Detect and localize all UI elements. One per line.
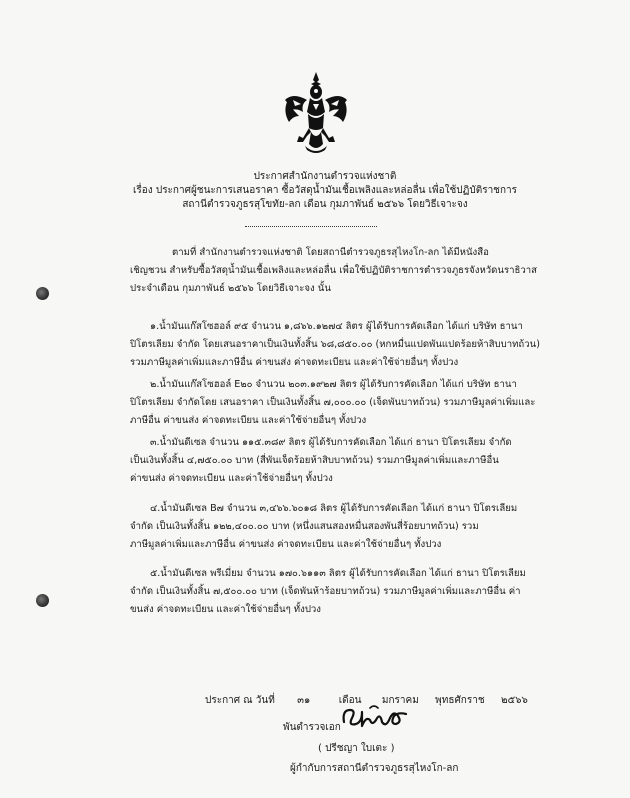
handwritten-signature (340, 702, 410, 732)
award-line: ๓.น้ำมันดีเซล จำนวน ๑๑๕.๓๘๙ ลิตร ผู้ได้รับการคัดเลือก ได้แก่ ธานา ปิโตรเลียม จำกัด (150, 437, 512, 448)
date-year: ๒๕๖๖ (501, 695, 528, 706)
signer-rank: พันตำรวจเอก (283, 722, 341, 733)
award-line: เป็นเงินทั้งสิ้น ๔,๗๕๐.๐๐ บาท (สี่พันเจ็ดร้อยห้าสิบบาทถ้วน) รวมภาษีมูลค่าเพิ่มและภาษีอื่น (130, 455, 499, 466)
award-line: ๒.น้ำมันแก๊สโซฮอล์ E๒๐ จำนวน ๒๐๓.๑๙๒๗ ลิตร ผู้ได้รับการคัดเลือก ได้แก่ บริษัท ธานา (150, 379, 517, 390)
award-line: ค่าขนส่ง ค่าจดทะเบียน และค่าใช้จ่ายอื่นๆ ทั้งปวง (130, 473, 333, 484)
date-day: ๓๑ (297, 695, 311, 706)
punch-hole-bottom (36, 594, 49, 607)
award-line: จำกัด เป็นเงินทั้งสิ้น ๗,๕๐๐.๐๐ บาท (เจ็ดพันห้าร้อยบาทถ้วน) รวมภาษีมูลค่าเพิ่มและภาษีอื่น ค่า (130, 586, 521, 597)
announcement-station-month: สถานีตำรวจภูธรสุโขทัย-ลก เดือน กุมภาพันธ์ ๒๕๖๖ โดยวิธีเจาะจง (182, 199, 468, 210)
award-line: ๕.น้ำมันดีเซล พรีเมี่ยม จำนวน ๑๗๐.๖๑๑๓ ลิตร ผู้ได้รับการคัดเลือก ได้แก่ ธานา ปิโตรเลียม (150, 568, 526, 579)
award-item-2 (130, 376, 575, 430)
award-line: ภาษีมูลค่าเพิ่มและภาษีอื่น ค่าขนส่ง ค่าจดทะเบียน และค่าใช้จ่ายอื่นๆ ทั้งปวง (130, 539, 442, 550)
intro-line: ประจำเดือน กุมภาพันธ์ ๒๕๖๖ โดยวิธีเจาะจง นั้น (130, 283, 331, 294)
date-year-label: พุทธศักราช (435, 695, 485, 706)
announcement-header (60, 170, 590, 212)
award-item-5 (130, 565, 575, 619)
award-line: ปิโตรเลียม จำกัด โดยเสนอราคาเป็นเงินทั้งสิ้น ๖๘,๘๕๐.๐๐ (หกหมื่นแปดพันแปดร้อยห้าสิบบาทถ้วน) (130, 339, 540, 350)
announcement-subject: เรื่อง ประกาศผู้ชนะการเสนอราคา ซื้อวัสดุน้ำมันเชื้อเพลิงและหล่อลื่น เพื่อใช้ปฏิบัติราชการ (132, 185, 518, 196)
signer-name: ( ปรีชญา ใบเตะ ) (318, 743, 395, 754)
intro-line: ตามที่ สำนักงานตำรวจแห่งชาติ โดยสถานีตำรวจภูธรสุไหงโก-ลก ได้มีหนังสือ (172, 247, 489, 258)
date-month: มกราคม (381, 695, 419, 706)
garuda-emblem-icon (281, 70, 351, 156)
award-line: ขนส่ง ค่าจดทะเบียน และค่าใช้จ่ายอื่นๆ ทั้งปวง (130, 604, 321, 615)
award-line: รวมภาษีมูลค่าเพิ่มและภาษีอื่น ค่าขนส่ง ค่าจดทะเบียน และค่าใช้จ่ายอื่นๆ ทั้งปวง (130, 357, 459, 368)
date-prefix: ประกาศ ณ วันที่ (205, 695, 275, 706)
award-line: ๑.น้ำมันแก๊สโซฮอล์ ๙๕ จำนวน ๑,๘๖๖.๑๒๗๔ ลิตร ผู้ได้รับการคัดเลือก ได้แก่ บริษัท ธานา (150, 321, 523, 332)
signer-position: ผู้กำกับการสถานีตำรวจภูธรสุไหงโก-ลก (290, 763, 459, 774)
award-line: ภาษีอื่น ค่าขนส่ง ค่าจดทะเบียน และค่าใช้จ่ายอื่นๆ ทั้งปวง (130, 415, 367, 426)
award-line: ๔.น้ำมันดีเซล B๗ จำนวน ๓,๔๖๖.๖๐๑๘ ลิตร ผู้ได้รับการคัดเลือก ได้แก่ ธานา ปิโตรเลียม (150, 503, 518, 514)
award-item-1 (130, 318, 575, 372)
intro-paragraph (130, 244, 575, 298)
intro-line: เชิญชวน สำหรับซื้อวัสดุน้ำมันเชื้อเพลิงและหล่อลื่น เพื่อใช้ปฏิบัติราชการตำรวจภูธรจังหวัดนราธิวาส (130, 265, 537, 276)
punch-hole-top (36, 287, 49, 300)
announcement-issuer: ประกาศสำนักงานตำรวจแห่งชาติ (253, 171, 397, 182)
award-line: ปิโตรเลียม จำกัดโดย เสนอราคา เป็นเงินทั้งสิ้น ๗,๐๐๐.๐๐ (เจ็ดพันบาทถ้วน) รวมภาษีมูลค่าเพิ่มและ (130, 397, 536, 408)
date-month-label: เดือน (338, 695, 362, 706)
award-line: จำกัด เป็นเงินทั้งสิ้น ๑๒๒,๔๐๐.๐๐ บาท (หนึ่งแสนสองหมื่นสองพันสี่ร้อยบาทถ้วน) รวม (130, 521, 479, 532)
header-divider (245, 226, 377, 227)
award-item-3 (130, 434, 575, 488)
award-item-4 (130, 500, 575, 554)
